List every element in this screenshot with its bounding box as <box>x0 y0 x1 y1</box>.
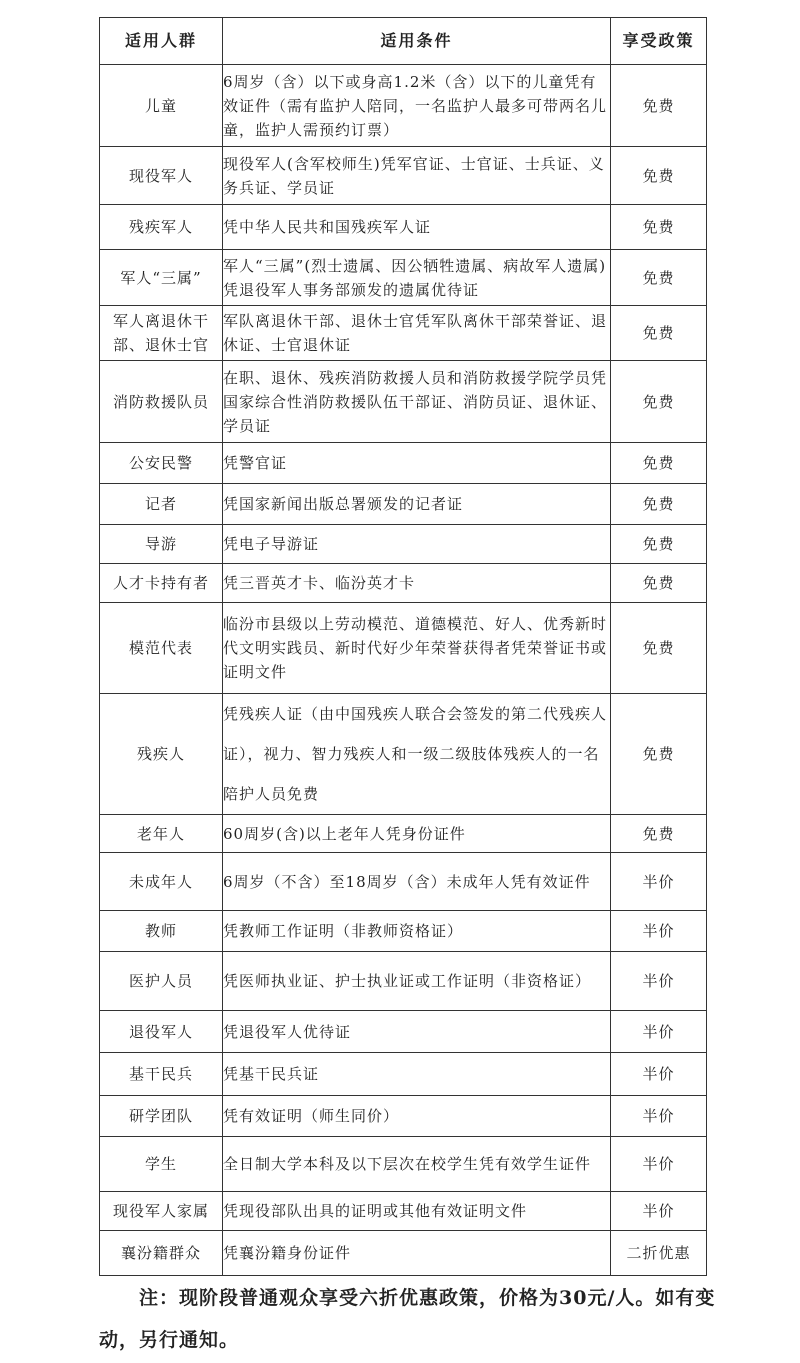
condition-cell: 凭国家新闻出版总署颁发的记者证 <box>223 484 611 525</box>
policy-cell: 免费 <box>611 205 707 250</box>
policy-cell: 半价 <box>611 1192 707 1231</box>
condition-cell: 凭电子导游证 <box>223 525 611 564</box>
group-cell: 教师 <box>100 911 223 952</box>
table-row <box>100 361 707 443</box>
table-row <box>100 147 707 205</box>
table-row <box>100 1137 707 1192</box>
condition-cell: 凭警官证 <box>223 443 611 484</box>
policy-cell: 免费 <box>611 361 707 443</box>
policy-cell: 免费 <box>611 147 707 205</box>
group-cell: 襄汾籍群众 <box>100 1231 223 1276</box>
condition-cell: 军队离退休干部、退休士官凭军队离休干部荣誉证、退休证、士官退休证 <box>223 306 611 361</box>
header-condition: 适用条件 <box>223 18 611 65</box>
group-cell: 残疾军人 <box>100 205 223 250</box>
condition-cell: 凭残疾人证（由中国残疾人联合会签发的第二代残疾人证），视力、智力残疾人和一级二级肢体残疾人的一名陪护人员免费 <box>223 694 611 815</box>
table-header-row <box>100 18 707 65</box>
table-row <box>100 306 707 361</box>
policy-cell: 免费 <box>611 250 707 306</box>
table-row <box>100 250 707 306</box>
header-group: 适用人群 <box>100 18 223 65</box>
condition-cell: 凭医师执业证、护士执业证或工作证明（非资格证） <box>223 952 611 1011</box>
policy-cell: 半价 <box>611 952 707 1011</box>
condition-cell: 现役军人(含军校师生)凭军官证、士官证、士兵证、义务兵证、学员证 <box>223 147 611 205</box>
table-row <box>100 1053 707 1096</box>
note-paragraph: 注：现阶段普通观众享受六折优惠政策，价格为30元/人。如有变动，另行通知。 <box>99 1287 716 1351</box>
policy-cell: 免费 <box>611 564 707 603</box>
group-cell: 记者 <box>100 484 223 525</box>
table-row <box>100 815 707 853</box>
group-cell: 退役军人 <box>100 1011 223 1053</box>
condition-cell: 凭三晋英才卡、临汾英才卡 <box>223 564 611 603</box>
condition-cell: 凭襄汾籍身份证件 <box>223 1231 611 1276</box>
group-cell: 导游 <box>100 525 223 564</box>
condition-cell: 6周岁（含）以下或身高1.2米（含）以下的儿童凭有效证件（需有监护人陪同，一名监护人最多可带两名儿童，监护人需预约订票） <box>223 65 611 147</box>
condition-cell: 6周岁（不含）至18周岁（含）未成年人凭有效证件 <box>223 853 611 911</box>
condition-cell: 60周岁(含)以上老年人凭身份证件 <box>223 815 611 853</box>
group-cell: 医护人员 <box>100 952 223 1011</box>
table-row <box>100 911 707 952</box>
table-row <box>100 694 707 815</box>
table-row <box>100 443 707 484</box>
discount-policy-table <box>99 17 707 1276</box>
table-row <box>100 484 707 525</box>
policy-cell: 免费 <box>611 443 707 484</box>
condition-cell: 军人“三属”(烈士遗属、因公牺牲遗属、病故军人遗属)凭退役军人事务部颁发的遗属优待证 <box>223 250 611 306</box>
table-row <box>100 65 707 147</box>
header-policy: 享受政策 <box>611 18 707 65</box>
condition-cell: 在职、退休、残疾消防救援人员和消防救援学院学员凭国家综合性消防救援队伍干部证、消防员证、退休证、学员证 <box>223 361 611 443</box>
table-row <box>100 1231 707 1276</box>
table-row <box>100 525 707 564</box>
condition-cell: 全日制大学本科及以下层次在校学生凭有效学生证件 <box>223 1137 611 1192</box>
table-row <box>100 952 707 1011</box>
condition-cell: 凭退役军人优待证 <box>223 1011 611 1053</box>
group-cell: 消防救援队员 <box>100 361 223 443</box>
table-row <box>100 853 707 911</box>
policy-cell: 免费 <box>611 65 707 147</box>
policy-cell: 半价 <box>611 1137 707 1192</box>
group-cell: 老年人 <box>100 815 223 853</box>
group-cell: 军人“三属” <box>100 250 223 306</box>
table-row <box>100 564 707 603</box>
group-cell: 模范代表 <box>100 603 223 694</box>
condition-cell: 凭中华人民共和国残疾军人证 <box>223 205 611 250</box>
group-cell: 儿童 <box>100 65 223 147</box>
group-cell: 基干民兵 <box>100 1053 223 1096</box>
table-row <box>100 603 707 694</box>
group-cell: 现役军人 <box>100 147 223 205</box>
condition-cell: 凭现役部队出具的证明或其他有效证明文件 <box>223 1192 611 1231</box>
group-cell: 公安民警 <box>100 443 223 484</box>
policy-cell: 免费 <box>611 525 707 564</box>
group-cell: 现役军人家属 <box>100 1192 223 1231</box>
group-cell: 未成年人 <box>100 853 223 911</box>
policy-cell: 二折优惠 <box>611 1231 707 1276</box>
condition-cell: 凭教师工作证明（非教师资格证） <box>223 911 611 952</box>
group-cell: 军人离退休干部、退休士官 <box>100 306 223 361</box>
table-row <box>100 1011 707 1053</box>
condition-cell: 凭有效证明（师生同价） <box>223 1096 611 1137</box>
policy-cell: 免费 <box>611 484 707 525</box>
policy-cell: 免费 <box>611 694 707 815</box>
table-row <box>100 205 707 250</box>
policy-cell: 免费 <box>611 603 707 694</box>
group-cell: 研学团队 <box>100 1096 223 1137</box>
condition-cell: 凭基干民兵证 <box>223 1053 611 1096</box>
group-cell: 残疾人 <box>100 694 223 815</box>
table-row <box>100 1192 707 1231</box>
policy-cell: 免费 <box>611 815 707 853</box>
group-cell: 学生 <box>100 1137 223 1192</box>
policy-cell: 半价 <box>611 911 707 952</box>
policy-cell: 免费 <box>611 306 707 361</box>
policy-cell: 半价 <box>611 853 707 911</box>
policy-cell: 半价 <box>611 1096 707 1137</box>
policy-cell: 半价 <box>611 1011 707 1053</box>
group-cell: 人才卡持有者 <box>100 564 223 603</box>
table-row <box>100 1096 707 1137</box>
condition-cell: 临汾市县级以上劳动模范、道德模范、好人、优秀新时代文明实践员、新时代好少年荣誉获得者凭荣誉证书或证明文件 <box>223 603 611 694</box>
policy-cell: 半价 <box>611 1053 707 1096</box>
